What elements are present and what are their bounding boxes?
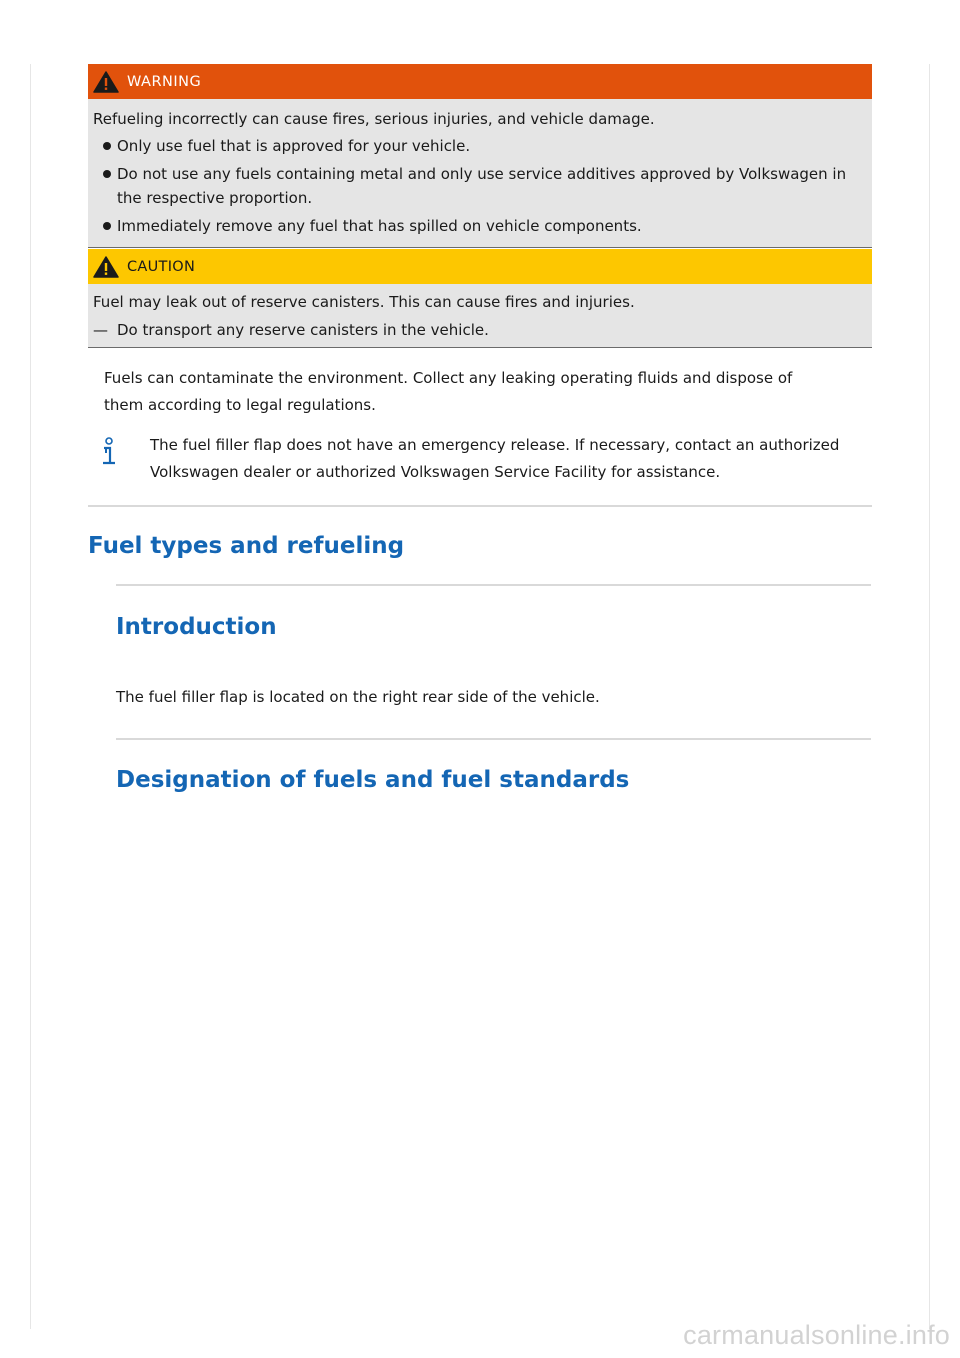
list-item: Immediately remove any fuel that has spilled on vehicle components. <box>93 214 864 238</box>
warning-header <box>88 64 872 99</box>
caution-title: CAUTION <box>127 258 196 275</box>
caution-header <box>88 249 872 284</box>
list-item: Do not use any fuels containing metal and only use service additives approved by Volkswagen in the respective proportion. <box>93 162 864 210</box>
section-divider <box>88 505 872 507</box>
info-icon <box>100 437 118 467</box>
introduction-heading: Introduction <box>116 614 277 640</box>
section-title: Fuel types and refueling <box>88 533 405 559</box>
warning-lead: Refueling incorrectly can cause fires, serious injuries, and vehicle damage. <box>93 110 655 128</box>
page-left-rule <box>30 64 31 1329</box>
caution-body <box>88 284 872 348</box>
dash-marker: — <box>93 321 108 339</box>
watermark: carmanualsonline.info <box>683 1320 950 1350</box>
environment-note: Fuels can contaminate the environment. Collect any leaking operating fluids and dispose of them according to legal regulations. <box>104 369 793 414</box>
bullet-icon <box>103 170 111 178</box>
bullet-icon <box>103 222 111 230</box>
subsection-divider <box>116 738 871 740</box>
info-note <box>100 432 870 486</box>
list-item: Only use fuel that is approved for your vehicle. <box>93 134 864 158</box>
bullet-icon <box>103 142 111 150</box>
subsection-divider <box>116 584 871 586</box>
warning-box <box>88 64 872 248</box>
introduction-text: The fuel filler flap is located on the right rear side of the vehicle. <box>116 688 600 706</box>
caution-instruction: — Do transport any reserve canisters in the vehicle. <box>93 318 864 342</box>
caution-lead: Fuel may leak out of reserve canisters. This can cause fires and injuries. <box>93 293 635 311</box>
page-right-rule <box>929 64 930 1329</box>
designation-heading: Designation of fuels and fuel standards <box>116 767 630 793</box>
warning-list <box>93 134 864 238</box>
warning-body <box>88 99 872 248</box>
warning-triangle-icon <box>93 71 119 93</box>
warning-title: WARNING <box>127 73 202 90</box>
warning-triangle-icon <box>93 256 119 278</box>
info-text: The fuel filler flap does not have an emergency release. If necessary, contact an authorized Volkswagen dealer or authorized Volkswagen Service Facility for assistance. <box>150 436 840 481</box>
caution-box <box>88 249 872 348</box>
